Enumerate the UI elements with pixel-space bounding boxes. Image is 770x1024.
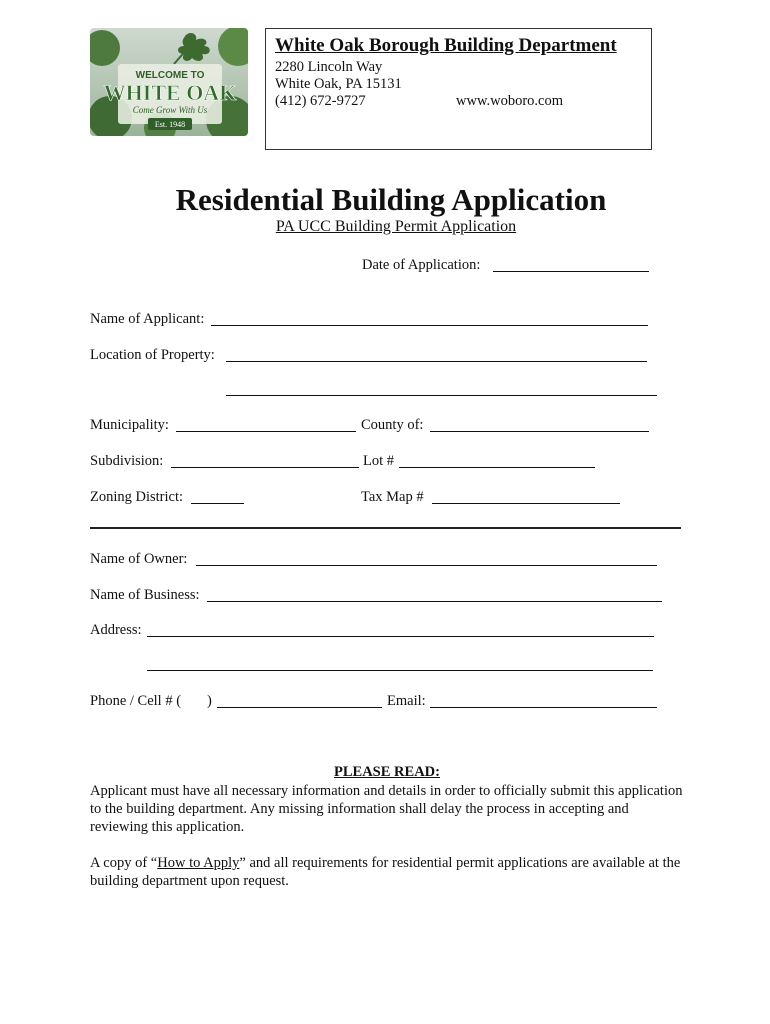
please-read-heading: PLEASE READ: [334,764,440,780]
county-of-label: County of: [361,417,424,433]
name-of-applicant-field[interactable] [211,325,648,326]
municipality-label: Municipality: [90,417,169,433]
name-of-applicant-label: Name of Applicant: [90,311,205,327]
email-label: Email: [387,693,426,709]
lot-label: Lot # [363,453,395,469]
subdivision-field[interactable] [171,467,359,468]
logo-welcome-text: WELCOME TO [135,70,205,81]
email-field[interactable] [430,707,657,708]
county-of-field[interactable] [430,431,649,432]
tax-map-label: Tax Map # [361,489,424,505]
name-of-owner-label: Name of Owner: [90,551,188,567]
phone-number: (412) 672-9727 [275,93,366,109]
page-subtitle: PA UCC Building Permit Application [275,218,517,235]
department-name: White Oak Borough Building Department [275,35,617,56]
white-oak-logo [90,28,248,136]
street-address: 2280 Lincoln Way [275,59,383,75]
notice-paragraph-1: Applicant must have all necessary information and details in order to officially submit this application to the building department. Any missing information shall delay the process in accepting and reviewing this application. [90,783,683,835]
notice-paragraph-2 [90,854,690,890]
tax-map-field[interactable] [432,503,620,504]
municipality-field[interactable] [176,431,356,432]
name-of-business-label: Name of Business: [90,587,200,603]
phone-paren-close: ) [207,693,212,709]
date-of-application-label: Date of Application: [362,257,481,273]
zoning-district-label: Zoning District: [90,489,184,505]
phone-cell-label: Phone / Cell # ( [90,693,182,709]
how-to-apply-link[interactable]: How to Apply [157,855,240,871]
notice-paragraph-2-prefix: A copy of “ [90,855,158,871]
subdivision-label: Subdivision: [90,453,164,469]
name-of-owner-field[interactable] [196,565,657,566]
location-of-property-field-2[interactable] [226,395,657,396]
location-of-property-label: Location of Property: [90,347,215,363]
website-link[interactable]: www.woboro.com [456,93,563,109]
notice-paragraph-2-suffix: ” and all requirements for residential permit applications are available at the building department upon request. [90,855,681,889]
logo-name-text: WHITE OAK [103,80,237,105]
phone-number-field[interactable] [217,707,382,708]
location-of-property-field[interactable] [226,361,647,362]
city-state-zip: White Oak, PA 15131 [275,76,402,92]
zoning-district-field[interactable] [191,503,244,504]
section-divider [90,527,681,529]
logo-est-text: Est. 1948 [154,120,186,129]
name-of-business-field[interactable] [207,601,662,602]
address-label: Address: [90,622,142,638]
address-field[interactable] [147,636,654,637]
address-field-2[interactable] [147,670,653,671]
page-title: Residential Building Application [175,182,607,217]
logo-tagline-text: Come Grow With Us [132,105,208,115]
date-of-application-field[interactable] [493,271,649,272]
lot-field[interactable] [399,467,595,468]
